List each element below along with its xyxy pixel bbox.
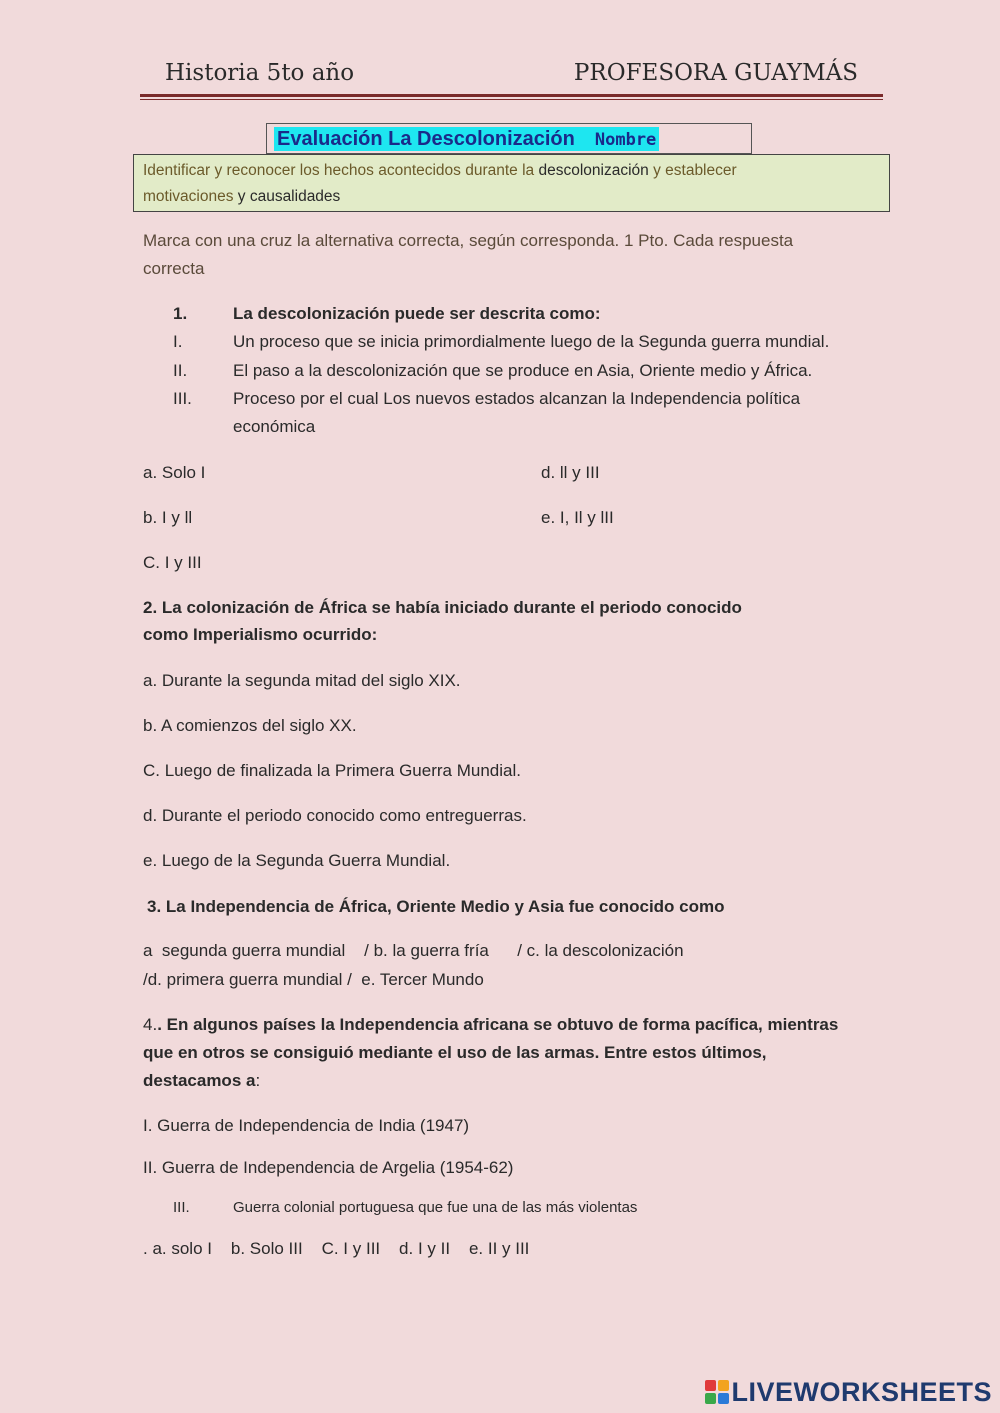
q4-question-line-2: que en otros se consiguió mediante el uso de las armas. Entre estos últimos, (143, 1043, 767, 1062)
q1-statement-3: Proceso por el cual Los nuevos estados alcanzan la Independencia política (233, 389, 801, 408)
liveworksheets-logo (705, 1376, 992, 1408)
q2-question-line-2: como Imperialismo ocurrido: (143, 625, 378, 644)
objective-text-4: y causalidades (237, 188, 341, 205)
objective-box (133, 154, 890, 212)
q1-option-c[interactable]: C. I y III (143, 553, 202, 572)
q1-option-a[interactable]: a. Solo I (143, 463, 206, 482)
q4-colon: : (255, 1071, 261, 1090)
q1-roman-2: II. (173, 361, 188, 380)
q1-option-b[interactable]: b. I y ll (143, 508, 193, 527)
liveworksheets-brand: LIVEWORKSHEETS (731, 1376, 992, 1407)
q2-option-c[interactable]: C. Luego de finalizada la Primera Guerra Mundial. (143, 761, 521, 780)
objective-text-2: y establecer (648, 162, 737, 179)
q2-option-e[interactable]: e. Luego de la Segunda Guerra Mundial. (143, 851, 451, 870)
q4-question-line-3 (143, 1067, 260, 1095)
q2-option-a[interactable]: a. Durante la segunda mitad del siglo XIX. (143, 671, 461, 690)
header-rule (140, 94, 883, 97)
objective-text-3: motivaciones (143, 188, 238, 205)
q1-number: 1. (173, 304, 188, 323)
q1-roman-1: I. (173, 332, 183, 351)
header-rule-thin (140, 99, 883, 100)
q2-option-d[interactable]: d. Durante el periodo conocido como entreguerras. (143, 806, 527, 825)
teacher-header: PROFESORA GUAYMÁS (573, 60, 858, 86)
q1-option-e[interactable]: e. I, Il y lII (541, 508, 614, 527)
liveworksheets-logo-icon (705, 1380, 729, 1404)
q1-question: La descolonización puede ser descrita como: (233, 304, 601, 323)
q1-option-d[interactable]: d. ll y III (541, 463, 600, 482)
q3-options-line-1[interactable]: a segunda guerra mundial / b. la guerra fría / c. la descolonización (143, 941, 684, 960)
q4-question-text-3: destacamos a (143, 1071, 256, 1090)
objective-text-1: Identificar y reconocer los hechos acontecidos durante la (143, 162, 539, 179)
q1-statement-1: Un proceso que se inicia primordialmente luego de la Segunda guerra mundial. (233, 332, 830, 351)
evaluation-title (274, 127, 659, 151)
q2-question-line-1: 2. La colonización de África se había iniciado durante el periodo conocido (143, 598, 742, 617)
q3-question: 3. La Independencia de África, Oriente Medio y Asia fue conocido como (147, 897, 725, 916)
q4-question-line-1 (143, 1011, 838, 1039)
q2-option-b[interactable]: b. A comienzos del siglo XX. (143, 716, 357, 735)
q3-options-line-2[interactable]: /d. primera guerra mundial / e. Tercer Mundo (143, 970, 484, 989)
q4-item-3-roman: III. (173, 1199, 190, 1216)
q4-question-text-1: . En algunos países la Independencia africana se obtuvo de forma pacífica, mientras (157, 1015, 839, 1034)
q4-item-2: II. Guerra de Independencia de Argelia (1954-62) (143, 1158, 514, 1177)
q4-options[interactable]: . a. solo I b. Solo III C. I y III d. I y II e. II y III (143, 1239, 530, 1258)
instructions-line-2: correcta (143, 259, 205, 278)
q4-number: 4. (143, 1015, 158, 1034)
instructions-line-1: Marca con una cruz la alternativa correcta, según corresponda. 1 Pto. Cada respuesta (143, 231, 794, 250)
q4-item-1: I. Guerra de Independencia de India (1947) (143, 1116, 470, 1135)
subject-header: Historia 5to año (165, 60, 355, 86)
q1-statement-3-cont: económica (233, 417, 316, 436)
title-text: Evaluación La Descolonización (277, 128, 575, 150)
name-label: Nombre (594, 130, 657, 150)
objective-keyword: descolonización (538, 162, 649, 179)
q1-statement-2: El paso a la descolonización que se produce en Asia, Oriente medio y África. (233, 361, 813, 380)
q1-roman-3: III. (173, 389, 192, 408)
q4-item-3: Guerra colonial portuguesa que fue una de las más violentas (233, 1199, 638, 1216)
